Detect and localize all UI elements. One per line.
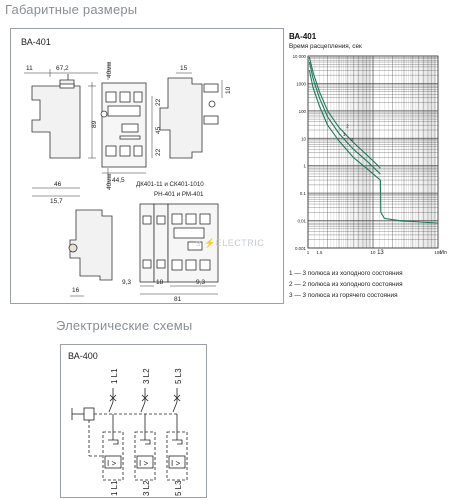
x-tick-label: 1: [306, 250, 310, 255]
y-tick-label: 0.01: [297, 218, 306, 224]
legend-item-3: 3 — 3 полюса из горячего состояния: [289, 292, 398, 299]
scheme-frame-label: ВА-400: [68, 351, 98, 361]
dim-16: 16: [72, 287, 80, 294]
operator-handle: [84, 408, 94, 420]
terminal-bottom-3: 5 L3: [174, 480, 183, 496]
y-tick-label: 10: [301, 136, 306, 142]
circuit-diagram: [60, 344, 205, 496]
assembly-side-view: [69, 210, 112, 280]
legend-item-1: 1 — 3 полюса из холодного состояния: [289, 270, 403, 277]
dim-67-2: 67,2: [56, 65, 69, 72]
dim-9-3-right: 9,3: [196, 279, 206, 286]
x-tick-label: 100: [434, 250, 442, 255]
dim-9-3-left: 9,3: [122, 279, 132, 286]
legend-item-2: 2 — 2 полюса из холодного состояния: [289, 281, 403, 288]
terminal-top-1: 1 L1: [110, 368, 119, 384]
curve-label-3: 3: [350, 136, 354, 142]
x-axis-unit: I/In: [440, 250, 447, 256]
side-view-left: [32, 74, 80, 158]
side-view-right: [160, 78, 218, 158]
dimension-drawings: [10, 28, 282, 302]
x-tick-label: 1.5: [316, 250, 323, 255]
accessory-label-1: ДК401-11 и СК401-1010: [136, 181, 204, 188]
x-tick-label: 10: [370, 250, 376, 255]
dim-18: 18: [156, 279, 164, 286]
y-tick-label: 0.001: [295, 246, 306, 251]
pole-3: [173, 388, 180, 432]
dim-44-5: 44,5: [112, 177, 125, 184]
dim-81: 81: [174, 296, 182, 302]
chart-subtitle: Время расцепления, сек: [289, 43, 362, 50]
relay-symbol-2: I >: [139, 459, 149, 468]
y-tick-label: 1000: [296, 81, 306, 87]
chart-title: ВА-401: [289, 32, 317, 41]
schemes-section-title: Электрические схемы: [56, 318, 193, 333]
relay-symbol-1: I >: [107, 459, 117, 468]
dim-22-top: 22: [155, 98, 162, 106]
dim-45: 45: [155, 126, 162, 134]
curve-label-1: 1: [342, 132, 346, 138]
y-tick-label: 10 000: [292, 54, 306, 59]
terminal-bottom-1: 1 L1: [110, 480, 119, 496]
terminal-bottom-2: 3 L2: [142, 480, 151, 496]
y-tick-label: 100: [298, 108, 306, 114]
dim-40mm-top: 40мм: [106, 61, 113, 78]
x-tick-label: 13: [377, 250, 384, 256]
y-tick-label: 0.1: [299, 191, 306, 197]
curve-label-2: 2: [346, 123, 349, 129]
dim-15: 15: [180, 65, 188, 72]
accessory-label-2: РН-401 и РМ-401: [154, 191, 204, 198]
pole-1: [109, 388, 116, 432]
dim-11: 11: [26, 65, 33, 72]
dimensions-frame-label: ВА-401: [21, 37, 51, 47]
y-tick-label: 1: [303, 163, 306, 169]
dimensions-section-title: Габаритные размеры: [5, 2, 138, 17]
terminal-top-2: 3 L2: [142, 368, 151, 384]
dim-10: 10: [225, 86, 232, 94]
dim-89: 89: [91, 120, 98, 128]
dim-46: 46: [54, 181, 62, 188]
relay-symbol-3: I >: [171, 459, 181, 468]
dim-15-7: 15,7: [50, 198, 63, 205]
pole-2: [141, 388, 148, 432]
watermark: s ⚡ELECTRIC: [196, 238, 265, 248]
dim-40mm-bottom: 40мм: [106, 173, 113, 190]
trip-curve-chart: [286, 50, 456, 272]
terminal-top-3: 5 L3: [174, 368, 183, 384]
front-view: [101, 83, 146, 167]
dim-22-bottom: 22: [155, 148, 162, 156]
